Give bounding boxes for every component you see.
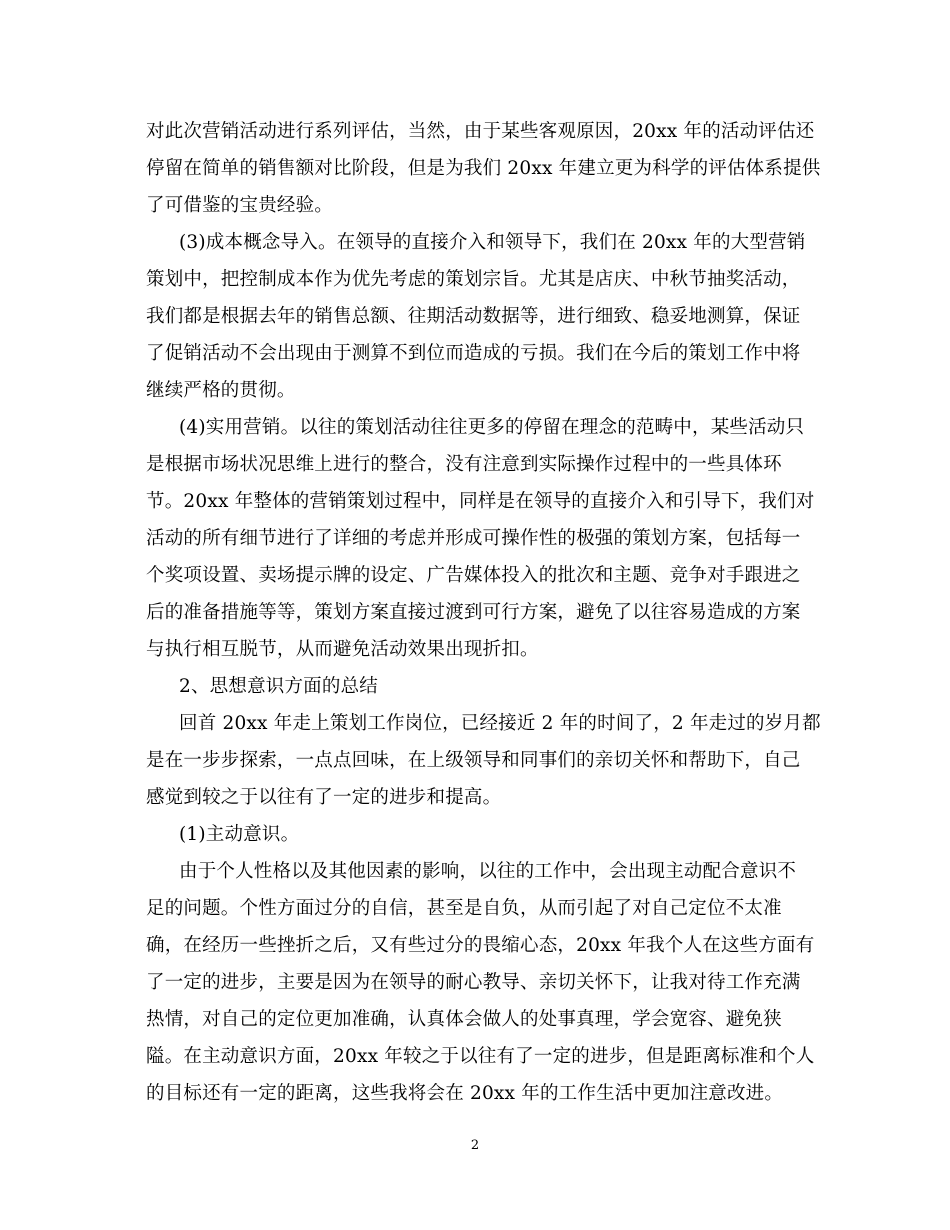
paragraph-first-line: (4)实用营销。以往的策划活动往往更多的停留在理念的范畴中，某些活动只 [179,417,805,438]
paragraph-first-line: (3)成本概念导入。在领导的直接介入和领导下，我们在 20xx 年的大型营销 [179,232,806,253]
body-text-line: 活动的所有细节进行了详细的考虑并形成可操作性的极强的策划方案，包括每一 [146,528,801,549]
body-text-line: 策划中，把控制成本作为优先考虑的策划宗旨。尤其是店庆、中秋节抽奖活动， [146,269,801,290]
body-text-line: 是根据市场状况思维上进行的整合，没有注意到实际操作过程中的一些具体环 [146,454,782,475]
body-text-line: 继续严格的贯彻。 [146,380,296,401]
paragraph-first-line: 由于个人性格以及其他因素的影响，以往的工作中，会出现主动配合意识不 [179,861,797,882]
body-text-line: 了促销活动不会出现由于测算不到位而造成的亏损。我们在今后的策划工作中将 [146,343,801,364]
body-text-line: 了一定的进步，主要是因为在领导的耐心教导、亲切关怀下，让我对待工作充满 [146,972,801,993]
subsection-heading: (1)主动意识。 [179,824,300,845]
body-text-line: 节。20xx 年整体的营销策划过程中，同样是在领导的直接介入和引导下，我们对 [146,491,815,512]
body-text-line: 个奖项设置、卖场提示牌的设定、广告媒体投入的批次和主题、竞争对手跟进之 [146,565,801,586]
body-text-line: 停留在简单的销售额对比阶段，但是为我们 20xx 年建立更为科学的评估体系提供 [146,158,821,179]
body-text-line: 与执行相互脱节，从而避免活动效果出现折扣。 [146,639,539,660]
body-text-line: 是在一步步探索，一点点回味，在上级领导和同事们的亲切关怀和帮助下，自己 [146,750,801,771]
body-text-line: 确，在经历一些挫折之后，又有些过分的畏缩心态，20xx 年我个人在这些方面有 [146,935,815,956]
body-text-line: 对此次营销活动进行系列评估，当然，由于某些客观原因，20xx 年的活动评估还 [146,121,815,142]
page-number: 2 [470,1138,480,1153]
section-heading: 2、思想意识方面的总结 [179,676,378,697]
body-text-line: 后的准备措施等等，策划方案直接过渡到可行方案，避免了以往容易造成的方案 [146,602,801,623]
body-text-line: 足的问题。个性方面过分的自信，甚至是自负，从而引起了对自己定位不太准 [146,898,782,919]
body-text-line: 的目标还有一定的距离，这些我将会在 20xx 年的工作生活中更加注意改进。 [146,1083,784,1104]
body-text-line: 隘。在主动意识方面，20xx 年较之于以往有了一定的进步，但是距离标准和个人 [146,1046,815,1067]
body-text-line: 了可借鉴的宝贵经验。 [146,195,334,216]
body-text-line: 感觉到较之于以往有了一定的进步和提高。 [146,787,502,808]
body-text-line: 我们都是根据去年的销售总额、往期活动数据等，进行细致、稳妥地测算，保证 [146,306,801,327]
paragraph-first-line: 回首 20xx 年走上策划工作岗位，已经接近 2 年的时间了，2 年走过的岁月都 [179,713,821,734]
body-text-line: 热情，对自己的定位更加准确，认真体会做人的处事真理，学会宽容、避免狭 [146,1009,782,1030]
